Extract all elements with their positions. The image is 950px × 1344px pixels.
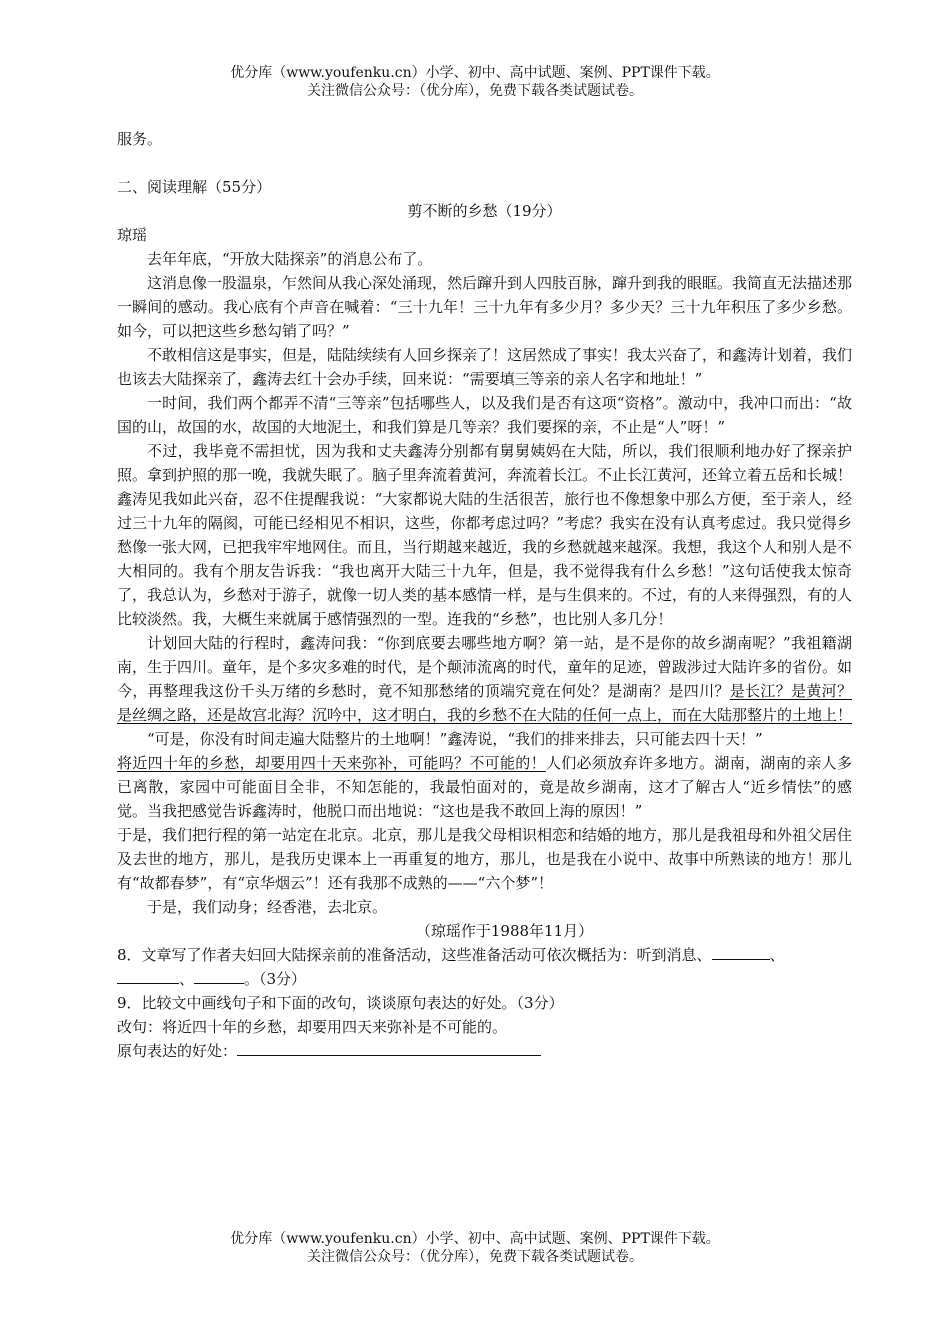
paragraph-3: 不敢相信这是事实，但是，陆陆续续有人回乡探亲了！这居然成了事实！我太兴奋了，和鑫涛计划着，我们也该去大陆探亲了，鑫涛去红十会办手续，回来说：“需要填三等亲的亲人名字和地址！” bbox=[117, 346, 853, 388]
answer-blank-3[interactable] bbox=[194, 967, 244, 984]
carryover-text: 服务。 bbox=[117, 130, 163, 148]
question-9-answer bbox=[117, 1039, 852, 1063]
footer-line-1: 优分库（www.youfenku.cn）小学、初中、高中试题、案例、PPT课件下载。 bbox=[230, 1231, 720, 1247]
paragraph-2: 这消息像一股温泉，乍然间从我心深处涌现，然后蹿升到人四肢百脉，蹿升到我的眼眶。我简直无法描述那一瞬间的感动。我心底有个声音在喊着：“三十九年！三十九年有多少月？多少天？三十九年积压了多少乡愁。如今，可以把这些乡愁勾销了吗？” bbox=[117, 274, 853, 340]
question-8-separator-2: 、 bbox=[179, 970, 195, 988]
underlined-sentence-2: 将近四十年的乡愁，却要用四十天来弥补，可能吗？不可能的！ bbox=[117, 754, 546, 772]
page-header bbox=[0, 64, 950, 100]
question-8-text: 8．文章写了作者夫妇回大陆探亲前的准备活动，这些准备活动可依次概括为：听到消息、 bbox=[117, 946, 712, 964]
question-8-end: 。（3分） bbox=[244, 970, 307, 988]
article-date: （琼瑶作于1988年11月） bbox=[415, 922, 594, 940]
paragraph-8: 于是，我们把行程的第一站定在北京。北京，那儿是我父母相识相恋和结婚的地方，那儿是我祖母和外祖父居住及去世的地方，那儿，是我历史课本上一再重复的地方，那儿，也是我在小说中、故事中所熟读的地方！那儿有“故都春梦”，有“京华烟云”！还有我那不成熟的——“六个梦”！ bbox=[117, 826, 853, 892]
header-line-1: 优分库（www.youfenku.cn）小学、初中、高中试题、案例、PPT课件下载。 bbox=[230, 65, 720, 81]
question-8 bbox=[117, 943, 852, 991]
header-line-2: 关注微信公众号：（优分库），免费下载各类试题试卷。 bbox=[307, 83, 643, 99]
footer-line-2: 关注微信公众号：（优分库），免费下载各类试题试卷。 bbox=[307, 1249, 643, 1265]
article-title: 剪不断的乡愁（19分） bbox=[407, 202, 562, 220]
document-body bbox=[117, 127, 852, 1063]
paragraph-9: 于是，我们动身；经香港，去北京。 bbox=[147, 898, 388, 916]
paragraph-4: 一时间，我们两个都弄不清“三等亲”包括哪些人，以及我们是否有这项“资格”。激动中，我冲口而出：“故国的山，故国的水，故国的大地泥土，和我们算是几等亲？我们要探的亲，不止是“人”呀！” bbox=[117, 394, 852, 436]
question-9: 9．比较文中画线句子和下面的改句，谈谈原句表达的好处。（3分） bbox=[117, 994, 564, 1012]
answer-blank-2[interactable] bbox=[117, 967, 179, 984]
question-9-answer-label: 原句表达的好处： bbox=[117, 1042, 238, 1060]
article-author: 琼瑶 bbox=[117, 226, 148, 244]
paragraph-7-text: “可是，你没有时间走遍大陆整片的土地啊！”鑫涛说，“我们的排来排去，只可能去四十天！” bbox=[147, 730, 763, 748]
answer-blank-1[interactable] bbox=[712, 943, 770, 960]
paragraph-5: 不过，我毕竟不需担忧，因为我和丈夫鑫涛分别都有舅舅姨妈在大陆，所以，我们很顺利地办好了探亲护照。拿到护照的那一晚，我就失眠了。脑子里奔流着黄河，奔流着长江。不止长江黄河，还耸立着五岳和长城！鑫涛见我如此兴奋，忍不住提醒我说：“大家都说大陆的生活很苦，旅行也不像想象中那么方便，至于亲人，经过三十九年的隔阂，可能已经相见不相识，这些，你都考虑过吗？”考虑？我实在没有认真考虑过。我只觉得乡愁像一张大网，已把我牢牢地网住。而且，当行期越来越近，我的乡愁就越来越深。我想，我这个人和别人是不大相同的。我有个朋友告诉我：“我也离开大陆三十九年，但是，我不觉得我有什么乡愁！”这句话使我太惊奇了，我总认为，乡愁对于游子，就像一切人类的基本感情一样，是与生俱来的。不过，有的人来得强烈，有的人比较淡然。我，大概生来就属于感情强烈的一型。连我的“乡愁”，也比别人多几分！ bbox=[117, 442, 853, 628]
underlined-sentence-1: 是长江？是黄河？是丝绸之路，还是故宫北海？沉吟中，这才明白，我的乡愁不在大陆的任何一点上，而在大陆那整片的土地上！ bbox=[117, 682, 853, 724]
question-8-separator-1: 、 bbox=[769, 946, 785, 964]
paragraph-7 bbox=[117, 727, 852, 823]
paragraph-6 bbox=[117, 631, 852, 727]
question-9-revised-sentence: 改句：将近四十年的乡愁，却要用四天来弥补是不可能的。 bbox=[117, 1018, 508, 1036]
section-title: 二、阅读理解（55分） bbox=[117, 178, 272, 196]
answer-line[interactable] bbox=[237, 1039, 541, 1056]
paragraph-7-rest: 人们必须放弃许多地方。湖南，湖南的亲人多已离散，家园中可能面目全非，不知怎能的，我最怕面对的，竟是故乡湖南，这才了解古人“近乡情怯”的感觉。当我把感觉告诉鑫涛时，他脱口而出地说：“这也是我不敢回上海的原因！” bbox=[117, 754, 852, 820]
paragraph-6-text: 计划回大陆的行程时，鑫涛问我：“你到底要去哪些地方啊？第一站，是不是你的故乡湖南呢？”我祖籍湖南，生于四川。童年，是个多灾多难的时代，是个颠沛流离的时代，童年的足迹，曾跋涉过大陆许多的省份。如今，再整理我这份千头万绪的乡愁时，竟不知那愁绪的顶端究竟在何处？是湖南？是四川？ bbox=[117, 634, 853, 700]
paragraph-1: 去年年底，“开放大陆探亲”的消息公布了。 bbox=[147, 250, 433, 268]
page-footer bbox=[0, 1230, 950, 1266]
